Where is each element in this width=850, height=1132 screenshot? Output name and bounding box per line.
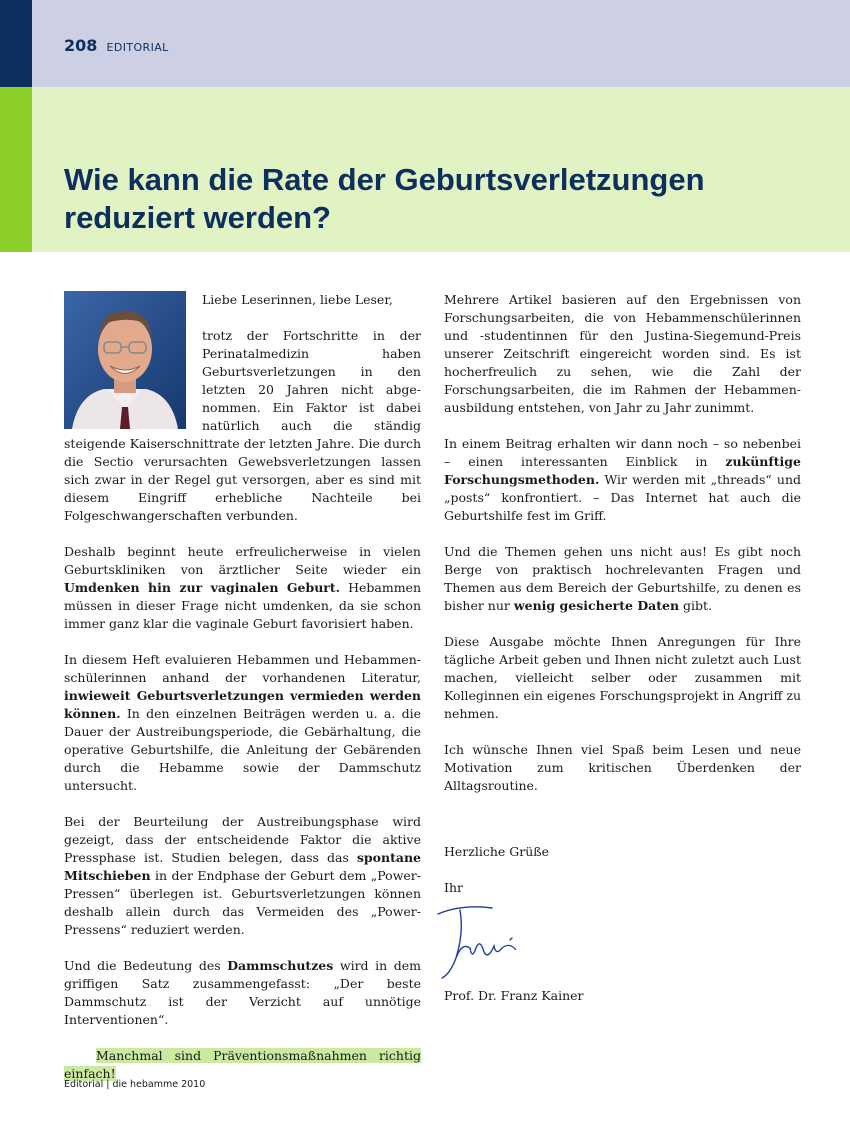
closing-ihr: Ihr xyxy=(444,880,463,895)
section-label: EDITORIAL xyxy=(106,41,169,54)
right-column xyxy=(444,291,801,813)
signature xyxy=(432,902,536,984)
paragraph: In einem Beitrag erhalten wir dann noch – so nebenbei – einen interessanten Einblick in zukünftige Forschungsmethoden. Wir werden mit „threads“ und „posts“ konfrontiert. – Das Internet hat auch die Geburtshilfe fest im Griff. xyxy=(444,436,801,523)
header-accent-bar xyxy=(0,0,32,87)
article-title xyxy=(64,161,824,237)
title-accent-bar xyxy=(0,87,32,252)
title-line-2: reduziert werden? xyxy=(64,200,331,235)
page-footer: Editorial | die hebamme 2010 xyxy=(64,1079,206,1090)
paragraph: Und die Themen gehen uns nicht aus! Es gibt noch Berge von praktisch hochrelevanten Fragen und Themen aus dem Bereich der Geburtshilfe, zu denen es bisher nur wenig gesicherte Daten gibt. xyxy=(444,544,801,613)
left-column xyxy=(64,291,421,1101)
greeting: Liebe Leserinnen, liebe Leser, xyxy=(202,292,393,307)
paragraph: Bei der Beurteilung der Austreibungsphase wird gezeigt, dass der entscheidende Faktor die aktive Pressphase ist. Studien belegen, dass das spontane Mitschieben in der Endphase der Geburt dem „Power-Pressen“ überlegen ist. Geburtsverletzungen können deshalb allein durch das Vermeiden des „Power-Pressens“ reduziert werden. xyxy=(64,814,421,937)
paragraph: Ich wünsche Ihnen viel Spaß beim Lesen und neue Motivation zum kritischen Überdenken der Alltagsroutine. xyxy=(444,742,801,793)
paragraph: Und die Bedeutung des Dammschutzes wird in dem griffigen Satz zusammengefasst: „Der beste Dammschutz ist der Verzicht auf unnötige Interventionen“. xyxy=(64,958,421,1027)
paragraph: Deshalb beginnt heute erfreulicherweise in vielen Geburtskliniken von ärztlicher Seite wieder ein Umdenken hin zur vaginalen Geburt. Hebammen müssen in dieser Frage nicht umdenken, da sie schon immer ganz klar die vaginale Geburt favorisiert haben. xyxy=(64,544,421,631)
paragraph: Mehrere Artikel basieren auf den Ergebnissen von Forschungsarbeiten, die von Hebammenschülerinnen und -studentinnen für den Justina-Siegemund-Preis unserer Zeitschrift eingereicht worden sind. Es ist hocherfreulich zu sehen, wie die Zahl der Forschungsarbeiten, die im Rahmen der Hebammenausbildung entstehen, von Jahr zu Jahr zunimmt. xyxy=(444,292,801,415)
paragraph: In diesem Heft evaluieren Hebammen und Hebammenschülerinnen anhand der vorhandenen Literatur, inwieweit Geburtsverletzungen vermieden werden können. In den einzelnen Beiträgen werden u. a. die Dauer der Austreibungsperiode, die Gebärhaltung, die operative Geburtshilfe, die Anleitung der Gebärenden durch die Hebamme sowie der Dammschutz untersucht. xyxy=(64,652,421,793)
title-line-1: Wie kann die Rate der Geburtsverletzungen xyxy=(64,162,705,197)
paragraph: trotz der Fortschritte in der Perinatalmedizin haben Geburtsverletzungen in den letzten 20 Jahren nicht abgenommen. Ein Faktor ist dabei natürlich auch die ständig steigende Kaiserschnittrate der letzten Jahre. Die durch die Sectio verursachten Gewebsverletzungen lassen sich zwar in der Regel gut versorgen, aber es sind mit diesem Eingriff erhebliche Nachteile bei Folgeschwangerschaften verbunden. xyxy=(64,328,421,523)
author-name: Prof. Dr. Franz Kainer xyxy=(444,988,584,1003)
page-number: 208 xyxy=(64,36,98,55)
running-header xyxy=(64,36,169,55)
author-portrait xyxy=(64,291,186,429)
closing-regards: Herzliche Grüße xyxy=(444,844,550,859)
paragraph: Diese Ausgabe möchte Ihnen Anregungen für Ihre tägliche Arbeit geben und Ihnen nicht zuletzt auch Lust machen, vielleicht selber oder zusammen mit Kolleginnen ein eigenes Forschungsprojekt in Angriff zu nehmen. xyxy=(444,634,801,721)
highlighted-statement: Manchmal sind Präventionsmaßnahmen richtig einfach! xyxy=(64,1048,421,1081)
